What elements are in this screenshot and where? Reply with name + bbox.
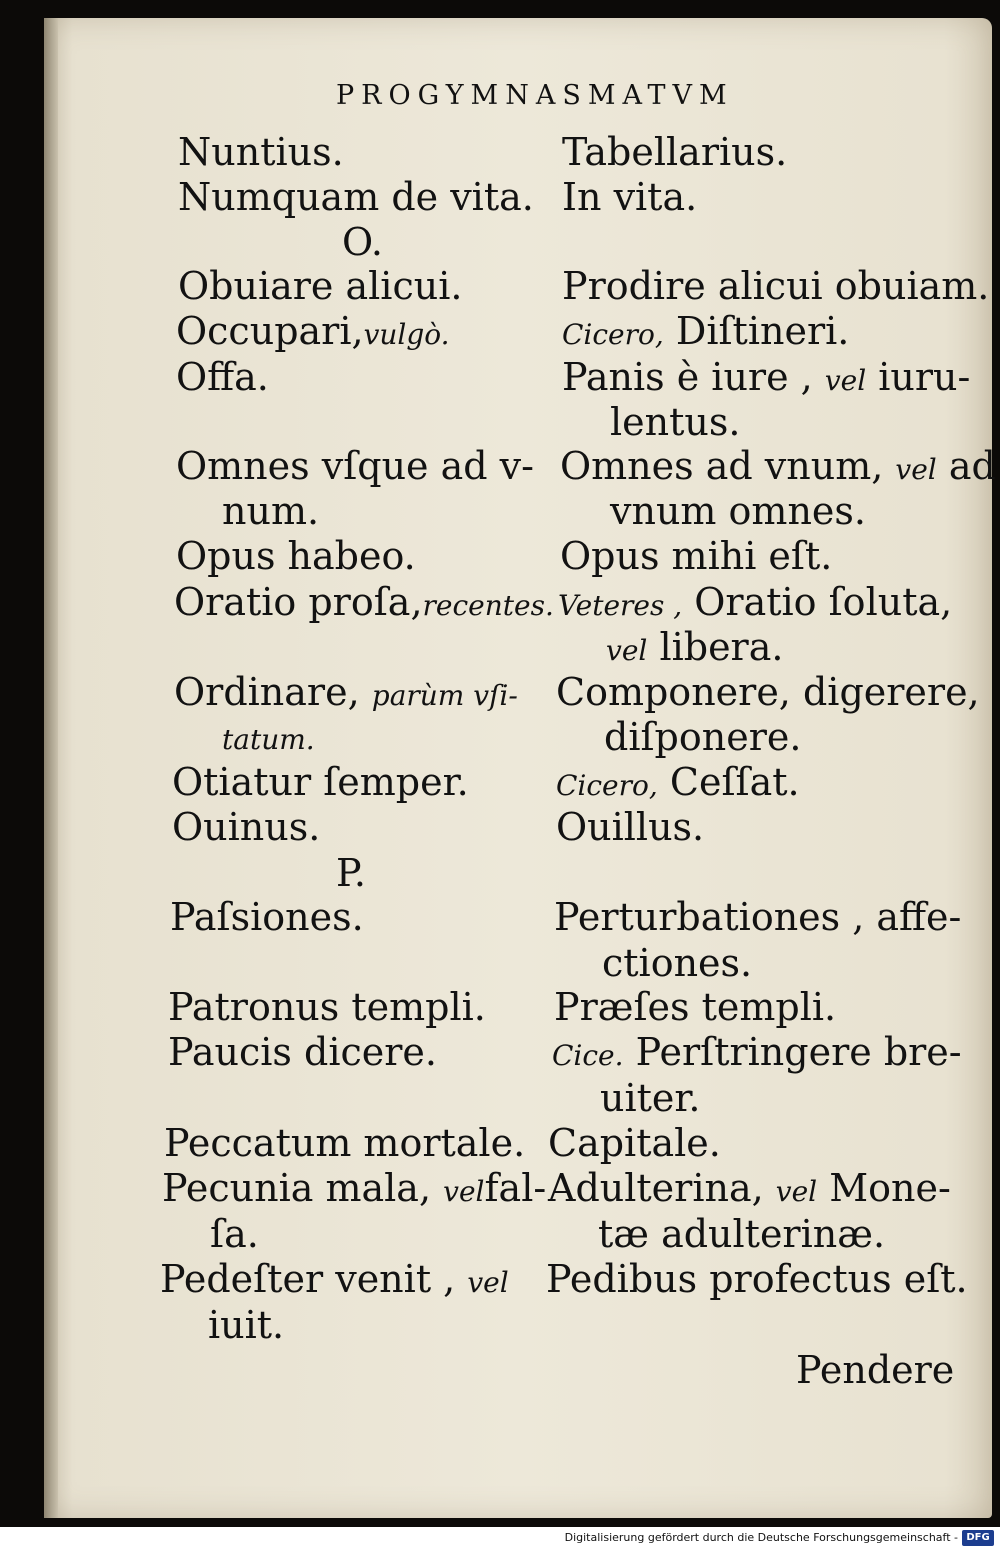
entry-note: vel (467, 1266, 509, 1299)
entry-left: Numquam de vita. (178, 175, 534, 219)
entry-left (174, 670, 518, 718)
entry-right: Pedibus profectus eſt. (546, 1257, 968, 1301)
entry-right (558, 580, 952, 628)
entry-left-cont: num. (222, 489, 320, 533)
entry-left: Offa. (176, 355, 269, 399)
entry-text: Oratio proſa, (174, 580, 423, 624)
entry-left-cont: tatum. (222, 723, 315, 756)
entry-text: Mone- (829, 1166, 951, 1210)
entry-right: Tabellarius. (562, 130, 788, 174)
section-letter-o: O. (342, 220, 384, 264)
entry-right: Præſes templi. (554, 985, 837, 1029)
entry-text: Occupari, (176, 309, 364, 353)
entry-text: libera. (659, 625, 784, 669)
entry-right: Opus mihi eſt. (560, 534, 833, 578)
entry-left: Opus habeo. (176, 534, 416, 578)
entry-note: vel (824, 364, 867, 397)
entry-right-cont: lentus. (610, 400, 741, 444)
section-letter-p: P. (336, 851, 366, 895)
entry-left: Patronus templi. (168, 985, 486, 1029)
entry-note: parùm vſi- (371, 679, 518, 712)
entry-left-cont: ſa. (210, 1212, 259, 1256)
entry-text: Panis è iure , (562, 355, 813, 399)
digitization-footer (0, 1527, 1000, 1551)
entry-left: Nuntius. (178, 130, 344, 174)
entry-left (174, 580, 554, 628)
entry-note: vel (443, 1175, 485, 1208)
entry-note: Veteres , (558, 589, 683, 622)
footer-credit: Digitalisierung gefördert durch die Deutsche Forschungsgemeinschaft - (564, 1531, 958, 1544)
entry-right (560, 444, 996, 492)
entry-text: Pedeſter venit , (160, 1257, 456, 1301)
entry-right-cont: tæ adulterinæ. (598, 1212, 886, 1256)
entry-note: recentes. (422, 589, 554, 622)
entry-text: Ordinare, (174, 670, 360, 714)
entry-text: Diſtineri. (675, 309, 850, 353)
entry-left: Paſsiones. (170, 895, 364, 939)
entry-right-cont: vnum omnes. (610, 489, 866, 533)
entry-right-cont (606, 625, 783, 673)
entry-note: vulgò. (363, 318, 450, 351)
dfg-logo[interactable]: DFG (962, 1530, 994, 1546)
entry-text: fal- (484, 1166, 547, 1210)
entry-text: iuru- (878, 355, 971, 399)
entry-note: vel (895, 453, 937, 486)
entry-right: Prodire alicui obuiam. (562, 264, 990, 308)
entry-right: Ouillus. (556, 805, 705, 849)
entry-left: Otiatur ſemper. (172, 760, 469, 804)
entry-note: Cice. (552, 1039, 624, 1072)
entry-right (562, 355, 970, 403)
entry-left: Ouinus. (172, 805, 321, 849)
entry-note: vel (775, 1175, 818, 1208)
entry-right: In vita. (562, 175, 698, 219)
entry-right: Perturbationes , affe- (554, 895, 962, 939)
entry-left (160, 1257, 509, 1305)
entry-left-cont: iuit. (208, 1303, 285, 1347)
entry-note: vel (606, 634, 648, 667)
entry-text: Ceſſat. (669, 760, 800, 804)
entry-right-cont: uiter. (600, 1076, 701, 1120)
entry-left (176, 309, 450, 357)
entry-right (552, 1030, 962, 1078)
entry-left (162, 1166, 546, 1214)
running-header: PROGYMNASMATVM (336, 80, 734, 111)
page-spine (44, 18, 58, 1518)
entry-text: Oratio ſoluta, (694, 580, 953, 624)
entry-right-cont: diſponere. (604, 715, 802, 759)
entry-text: Adulterina, (548, 1166, 764, 1210)
entry-right (556, 760, 800, 808)
entry-text: ad (948, 444, 996, 488)
catchword: Pendere (796, 1348, 955, 1392)
entry-left: Obuiare alicui. (178, 264, 463, 308)
entry-left: Paucis dicere. (168, 1030, 437, 1074)
entry-text: Perſtringere bre- (635, 1030, 962, 1074)
entry-right: Capitale. (548, 1121, 721, 1165)
entry-right (548, 1166, 951, 1214)
entry-text: Omnes ad vnum, (560, 444, 884, 488)
entry-note: Cicero, (556, 769, 658, 802)
entry-left: Peccatum mortale. (164, 1121, 526, 1165)
entry-right-cont: ctiones. (602, 941, 753, 985)
entry-right (562, 309, 849, 357)
entry-note: Cicero, (562, 318, 664, 351)
entry-text: Pecunia mala, (162, 1166, 432, 1210)
entry-right: Componere, digerere, (556, 670, 980, 714)
entry-left: Omnes vſque ad v- (176, 444, 534, 488)
